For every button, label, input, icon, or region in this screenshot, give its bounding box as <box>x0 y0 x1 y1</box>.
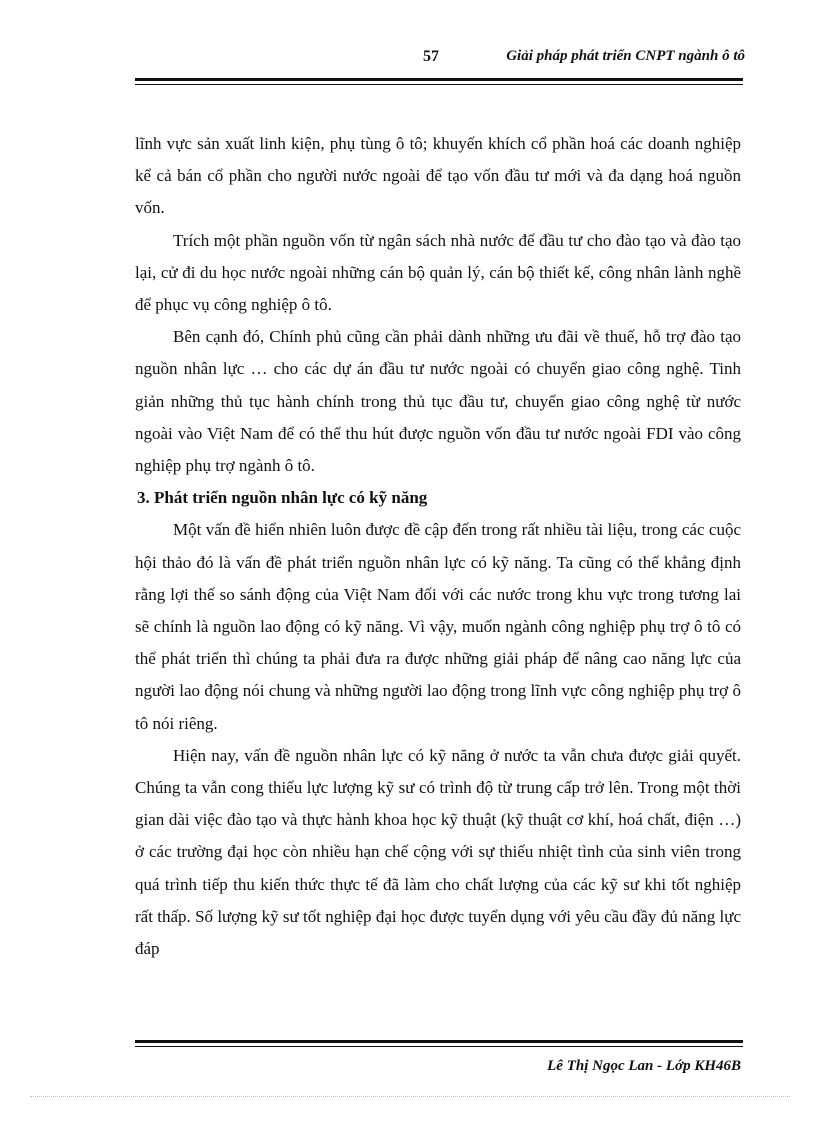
page-header <box>135 48 745 72</box>
paragraph-3: Bên cạnh đó, Chính phủ cũng cần phải dành những ưu đãi về thuế, hỗ trợ đào tạo nguồn nhân lực … cho các dự án đầu tư nước ngoài có chuyển giao công nghệ. Tinh giản những thủ tục hành chính trong thủ tục đầu tư, chuyển giao công nghệ từ nước ngoài vào Việt Nam để có thể thu hút được nguồn vốn đầu tư nước ngoài FDI vào công nghiệp phụ trợ ngành ô tô. <box>135 327 741 476</box>
header-rule-thin <box>135 84 743 85</box>
page-body <box>135 128 741 965</box>
page-edge-dotted-line <box>30 1096 790 1097</box>
paragraph-1: lĩnh vực sản xuất linh kiện, phụ tùng ô tô; khuyến khích cổ phần hoá các doanh nghiệp kể cả bán cổ phần cho người nước ngoài để tạo vốn đầu tư mới và đa dạng hoá nguồn vốn. <box>135 134 741 218</box>
footer-rule-thick <box>135 1040 743 1043</box>
paragraph-4: Một vấn đề hiển nhiên luôn được đề cập đến trong rất nhiều tài liệu, trong các cuộc hội thảo đó là vấn đề phát triển nguồn nhân lực có kỹ năng. Ta cũng có thể khẳng định rằng lợi thế so sánh động của Việt Nam đối với các nước trong khu vực trong tương lai sẽ chính là nguồn lao động có kỹ năng. Vì vậy, muốn ngành công nghiệp phụ trợ ô tô có thể phát triển thì chúng ta phải đưa ra được những giải pháp để nâng cao năng lực của người lao động nói chung và những người lao động trong lĩnh vực công nghiệp phụ trợ ô tô nói riêng. <box>135 520 741 733</box>
footer-author: Lê Thị Ngọc Lan - Lớp KH46B <box>547 1058 741 1074</box>
running-title: Giải pháp phát triển CNPT ngành ô tô <box>506 48 745 64</box>
paragraph-5: Hiện nay, vấn đề nguồn nhân lực có kỹ năng ở nước ta vẫn chưa được giải quyết. Chúng ta vẫn cong thiếu lực lượng kỹ sư có trình độ từ trung cấp trở lên. Trong một thời gian dài việc đào tạo và thực hành khoa học kỹ thuật (kỹ thuật cơ khí, hoá chất, điện …) ở các trường đại học còn nhiều hạn chế cộng với sự thiếu nhiệt tình của sinh viên trong quá trình tiếp thu kiến thức thực tế đã làm cho chất lượng của các kỹ sư khi tốt nghiệp rất thấp. Số lượng kỹ sư tốt nghiệp đại học được tuyển dụng với yêu cầu đầy đủ năng lực đáp <box>135 745 741 959</box>
page-number: 57 <box>423 48 439 65</box>
paragraph-2: Trích một phần nguồn vốn từ ngân sách nhà nước để đầu tư cho đào tạo và đào tạo lại, cử đi du học nước ngoài những cán bộ quản lý, cán bộ thiết kế, công nhân lành nghề để phục vụ công nghiệp ô tô. <box>135 230 741 315</box>
section-heading: 3. Phát triển nguồn nhân lực có kỹ năng <box>137 488 428 508</box>
header-rule-thick <box>135 78 743 81</box>
footer-rule-thin <box>135 1046 743 1047</box>
